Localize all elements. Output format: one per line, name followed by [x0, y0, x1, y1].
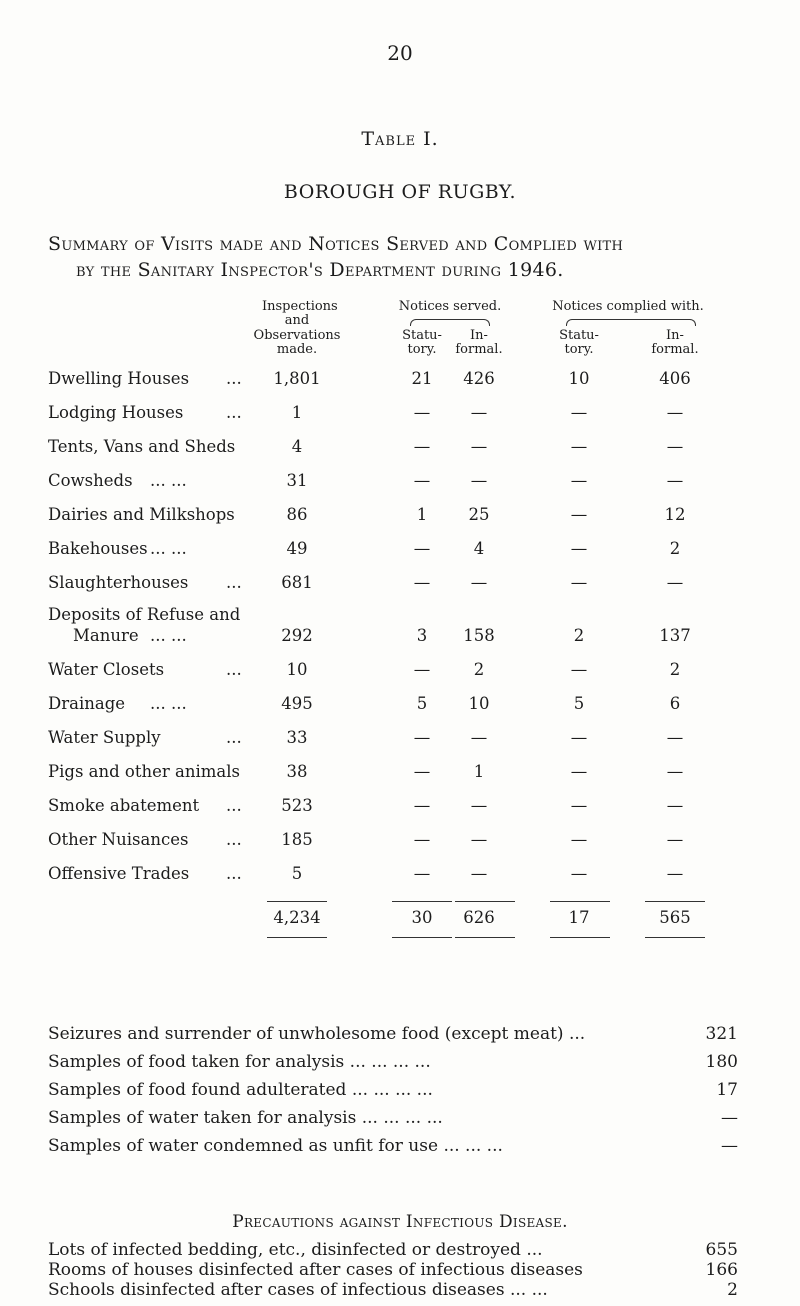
item-value: —: [721, 1108, 738, 1128]
header-complied-informal-1: In-: [666, 328, 684, 343]
cell-complied-informal: 6: [669, 694, 681, 713]
table-row: [0, 369, 800, 393]
cell-complied-statutory: —: [570, 437, 588, 456]
cell-complied-statutory: —: [570, 728, 588, 747]
cell-complied-informal: —: [666, 573, 684, 592]
row-dots: ...: [226, 796, 242, 815]
cell-complied-informal: —: [666, 830, 684, 849]
item-text: Samples of food taken for analysis ... ... ... ...: [48, 1052, 431, 1072]
cell-complied-informal: —: [666, 403, 684, 422]
cell-served-informal: —: [470, 796, 488, 815]
cell-complied-statutory: 2: [573, 626, 585, 645]
cell-complied-informal: 406: [659, 369, 691, 388]
cell-complied-informal: —: [666, 864, 684, 883]
total-rule: [392, 901, 452, 902]
cell-served-statutory: 21: [411, 369, 433, 388]
cell-inspections: 1: [291, 403, 303, 422]
table-row: [0, 864, 800, 888]
row-label: Lodging Houses: [48, 403, 184, 422]
cell-complied-informal: —: [666, 437, 684, 456]
total-rule: [267, 901, 327, 902]
cell-served-informal: 426: [463, 369, 495, 388]
cell-inspections: 4: [291, 437, 303, 456]
list-item: [48, 1280, 738, 1306]
cell-served-informal: —: [470, 573, 488, 592]
row-label: Deposits of Refuse and: [48, 605, 241, 624]
cell-inspections: 185: [281, 830, 313, 849]
table-row: [0, 694, 800, 718]
cell-complied-informal: —: [666, 796, 684, 815]
cell-served-statutory: 3: [416, 626, 428, 645]
summary-title-line-2: by the Sanitary Inspector's Department during 1946.: [76, 259, 564, 281]
cell-served-statutory: —: [413, 471, 431, 490]
header-brace-complied: [566, 319, 696, 326]
cell-complied-statutory: 10: [568, 369, 590, 388]
row-dots: ...: [226, 728, 242, 747]
total-rule: [392, 937, 452, 938]
cell-inspections: 495: [281, 694, 313, 713]
cell-inspections: 292: [281, 626, 313, 645]
cell-served-statutory: —: [413, 539, 431, 558]
row-label: Bakehouses: [48, 539, 148, 558]
header-inspections-1: Inspections: [262, 299, 338, 314]
row-dots: ...: [226, 864, 242, 883]
cell-served-informal: —: [470, 728, 488, 747]
cell-complied-informal: 137: [659, 626, 691, 645]
item-text: Schools disinfected after cases of infectious diseases ... ...: [48, 1280, 548, 1300]
cell-complied-statutory: —: [570, 830, 588, 849]
cell-served-informal: 25: [468, 505, 490, 524]
total-rule: [550, 901, 610, 902]
precautions-heading: Precautions against Infectious Disease.: [232, 1212, 568, 1232]
total-rule: [550, 937, 610, 938]
table-row: [0, 830, 800, 854]
table-row: [0, 403, 800, 427]
summary-title-line-1: Summary of Visits made and Notices Served and Complied with: [48, 233, 624, 255]
cell-inspections: 86: [286, 505, 308, 524]
row-dots: ...: [226, 403, 242, 422]
cell-served-statutory: 1: [416, 505, 428, 524]
cell-served-informal: 2: [473, 660, 485, 679]
total-complied-informal: 565: [659, 908, 691, 927]
item-text: Samples of water taken for analysis ... ... ... ...: [48, 1108, 443, 1128]
cell-served-statutory: —: [413, 573, 431, 592]
cell-complied-statutory: —: [570, 403, 588, 422]
row-label: Cowsheds: [48, 471, 133, 490]
total-rule: [645, 901, 705, 902]
item-text: Rooms of houses disinfected after cases of infectious diseases: [48, 1260, 583, 1280]
cell-complied-statutory: —: [570, 796, 588, 815]
header-complied-informal-2: formal.: [651, 342, 699, 357]
total-rule: [455, 937, 515, 938]
cell-inspections: 5: [291, 864, 303, 883]
cell-inspections: 38: [286, 762, 308, 781]
cell-complied-statutory: —: [570, 573, 588, 592]
table-row: [0, 728, 800, 752]
cell-served-statutory: —: [413, 660, 431, 679]
row-dots: ...: [226, 830, 242, 849]
cell-complied-statutory: 5: [573, 694, 585, 713]
cell-inspections: 33: [286, 728, 308, 747]
row-label: Dairies and Milkshops: [48, 505, 235, 524]
cell-served-informal: —: [470, 864, 488, 883]
table-row: [0, 573, 800, 597]
row-dots: ...: [226, 369, 242, 388]
table-title: Table I.: [361, 128, 439, 150]
cell-complied-informal: 2: [669, 539, 681, 558]
table-row: [0, 539, 800, 563]
total-rule: [267, 937, 327, 938]
cell-complied-statutory: —: [570, 762, 588, 781]
header-served-statutory-1: Statu-: [402, 328, 442, 343]
cell-complied-statutory: —: [570, 471, 588, 490]
header-inspections-3: Observations: [253, 328, 341, 343]
cell-complied-statutory: —: [570, 864, 588, 883]
table-row: [0, 437, 800, 461]
row-label: Drainage: [48, 694, 126, 713]
row-dots: ...: [226, 573, 242, 592]
totals-row: [0, 908, 800, 932]
row-label: Smoke abatement: [48, 796, 200, 815]
row-label: Tents, Vans and Sheds: [48, 437, 236, 456]
cell-served-statutory: 5: [416, 694, 428, 713]
table-row: [0, 660, 800, 684]
cell-served-informal: 10: [468, 694, 490, 713]
cell-served-informal: —: [470, 830, 488, 849]
cell-served-statutory: —: [413, 437, 431, 456]
header-complied-statutory-1: Statu-: [559, 328, 599, 343]
row-label: Slaughterhouses: [48, 573, 189, 592]
cell-inspections: 10: [286, 660, 308, 679]
item-text: Seizures and surrender of unwholesome food (except meat) ...: [48, 1024, 586, 1044]
total-rule: [645, 937, 705, 938]
cell-served-statutory: —: [413, 762, 431, 781]
table-row: [0, 471, 800, 495]
header-complied-statutory-2: tory.: [564, 342, 594, 357]
cell-served-statutory: —: [413, 830, 431, 849]
total-rule: [455, 901, 515, 902]
cell-complied-statutory: —: [570, 660, 588, 679]
cell-served-informal: —: [470, 437, 488, 456]
row-dots: ...: [226, 660, 242, 679]
cell-served-informal: 1: [473, 762, 485, 781]
row-dots: ... ...: [150, 694, 187, 713]
cell-complied-informal: —: [666, 471, 684, 490]
table-row: [0, 762, 800, 786]
cell-inspections: 523: [281, 796, 313, 815]
total-inspections: 4,234: [273, 908, 321, 927]
header-inspections-4: made.: [276, 342, 318, 357]
item-value: 17: [716, 1080, 738, 1100]
cell-served-statutory: —: [413, 728, 431, 747]
row-label: Manure: [73, 626, 139, 645]
list-item: [48, 1024, 738, 1050]
item-text: Samples of food found adulterated ... ... ... ...: [48, 1080, 433, 1100]
list-item: [48, 1136, 738, 1162]
cell-complied-informal: —: [666, 728, 684, 747]
cell-inspections: 681: [281, 573, 313, 592]
cell-complied-statutory: —: [570, 505, 588, 524]
cell-served-informal: 158: [463, 626, 495, 645]
total-served-informal: 626: [463, 908, 495, 927]
list-item: [48, 1108, 738, 1134]
table-row: [0, 796, 800, 820]
header-served-informal-1: In-: [470, 328, 488, 343]
row-label: Water Closets: [48, 660, 165, 679]
item-value: —: [721, 1136, 738, 1156]
cell-inspections: 49: [286, 539, 308, 558]
cell-served-statutory: —: [413, 403, 431, 422]
cell-served-informal: 4: [473, 539, 485, 558]
cell-served-statutory: —: [413, 796, 431, 815]
header-inspections-2: and: [284, 313, 310, 328]
list-item: [48, 1052, 738, 1078]
cell-inspections: 1,801: [273, 369, 321, 388]
header-notices-served: Notices served.: [398, 299, 502, 314]
cell-served-statutory: —: [413, 864, 431, 883]
total-complied-statutory: 17: [568, 908, 590, 927]
row-label: Pigs and other animals: [48, 762, 240, 781]
cell-complied-statutory: —: [570, 539, 588, 558]
header-served-statutory-2: tory.: [407, 342, 437, 357]
row-label: Other Nuisances: [48, 830, 189, 849]
header-served-informal-2: formal.: [455, 342, 503, 357]
list-item: [48, 1080, 738, 1106]
cell-inspections: 31: [286, 471, 308, 490]
table-row: [0, 626, 800, 650]
cell-served-informal: —: [470, 471, 488, 490]
row-dots: ... ...: [150, 626, 187, 645]
row-label: Dwelling Houses: [48, 369, 190, 388]
item-value: 180: [705, 1052, 738, 1072]
cell-served-informal: —: [470, 403, 488, 422]
item-value: 2: [727, 1280, 738, 1300]
page-number: 20: [387, 41, 413, 65]
row-label: Water Supply: [48, 728, 161, 747]
item-text: Samples of water condemned as unfit for use ... ... ...: [48, 1136, 503, 1156]
item-text: Lots of infected bedding, etc., disinfected or destroyed ...: [48, 1240, 543, 1260]
row-dots: ... ...: [150, 539, 187, 558]
total-served-statutory: 30: [411, 908, 433, 927]
borough-heading: BOROUGH OF RUGBY.: [283, 181, 517, 203]
header-notices-complied: Notices complied with.: [552, 299, 704, 314]
item-value: 655: [705, 1240, 738, 1260]
list-item-last: [48, 1297, 738, 1301]
row-label: Offensive Trades: [48, 864, 190, 883]
table-row: [0, 505, 800, 529]
cell-complied-informal: 2: [669, 660, 681, 679]
item-value: 321: [705, 1024, 738, 1044]
cell-complied-informal: 12: [664, 505, 686, 524]
cell-complied-informal: —: [666, 762, 684, 781]
item-value: 166: [705, 1260, 738, 1280]
row-dots: ... ...: [150, 471, 187, 490]
header-brace-served: [410, 319, 490, 326]
